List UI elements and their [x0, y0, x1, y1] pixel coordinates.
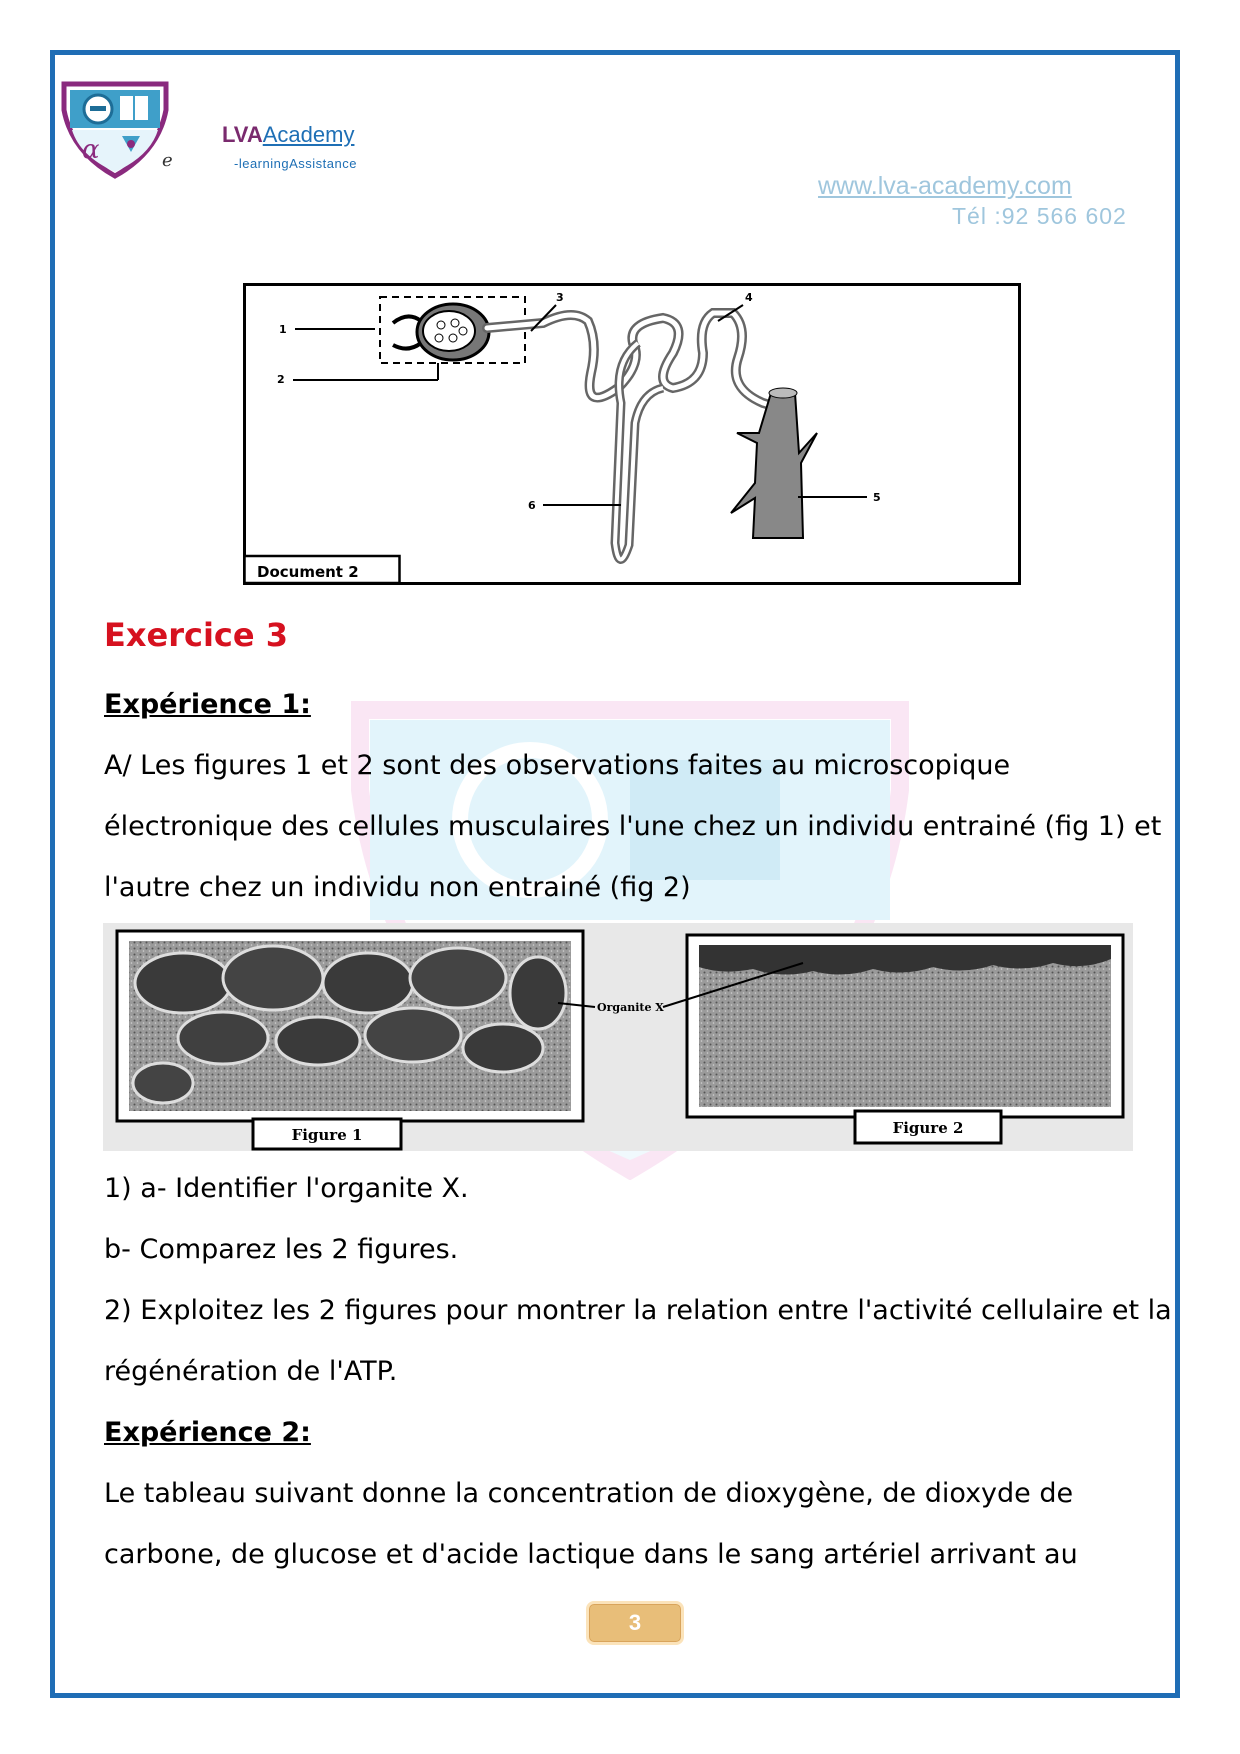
question-1a: 1) a- Identifier l'organite X.: [104, 1173, 469, 1204]
label-1: 1: [279, 323, 287, 336]
label-3: 3: [556, 291, 564, 304]
organite-x-label: Organite X: [597, 1001, 664, 1014]
experience-1-paragraph-line-1: A/ Les figures 1 et 2 sont des observations faites au microscopique: [104, 750, 1011, 781]
experience-1-paragraph-line-3: l'autre chez un individu non entrainé (fig 2): [104, 872, 691, 903]
figure-2-caption: Figure 2: [892, 1119, 964, 1137]
question-1b: b- Comparez les 2 figures.: [104, 1234, 459, 1265]
document-2-caption: Document 2: [257, 563, 359, 581]
brand-name-lv: LVA: [222, 122, 263, 147]
figure-1-caption: Figure 1: [291, 1126, 363, 1144]
label-6: 6: [528, 499, 536, 512]
website-link[interactable]: www.lva-academy.com: [818, 172, 1072, 200]
svg-text:α: α: [82, 135, 100, 165]
label-5: 5: [873, 491, 881, 504]
label-2: 2: [277, 373, 285, 386]
document-2-nephron-diagram: [243, 283, 1021, 585]
page-number: 3: [586, 1601, 684, 1645]
question-2-line-1: 2) Exploitez les 2 figures pour montrer la relation entre l'activité cellulaire et la: [104, 1295, 1172, 1326]
experience-2-paragraph-line-1: Le tableau suivant donne la concentration de dioxygène, de dioxyde de: [104, 1478, 1074, 1509]
experience-2-paragraph-line-2: carbone, de glucose et d'acide lactique dans le sang artériel arrivant au: [104, 1539, 1078, 1570]
experience-1-heading: Expérience 1:: [104, 689, 311, 720]
brand-tagline: -learningAssistance: [234, 156, 357, 171]
experience-2-heading: Expérience 2:: [104, 1417, 311, 1448]
question-2-line-2: régénération de l'ATP.: [104, 1356, 398, 1387]
experience-1-paragraph-line-2: électronique des cellules musculaires l'une chez un individu entrainé (fig 1) et: [104, 811, 1162, 842]
lva-academy-logo: [60, 80, 170, 180]
brand-name: [222, 122, 354, 148]
brand-name-rest: Academy: [262, 122, 355, 147]
micrograph-figures: [103, 923, 1133, 1151]
phone-number: Tél :92 566 602: [952, 203, 1127, 229]
exercise-title: Exercice 3: [104, 616, 288, 654]
label-4: 4: [745, 291, 753, 304]
logo-e-mark: e: [162, 150, 173, 171]
